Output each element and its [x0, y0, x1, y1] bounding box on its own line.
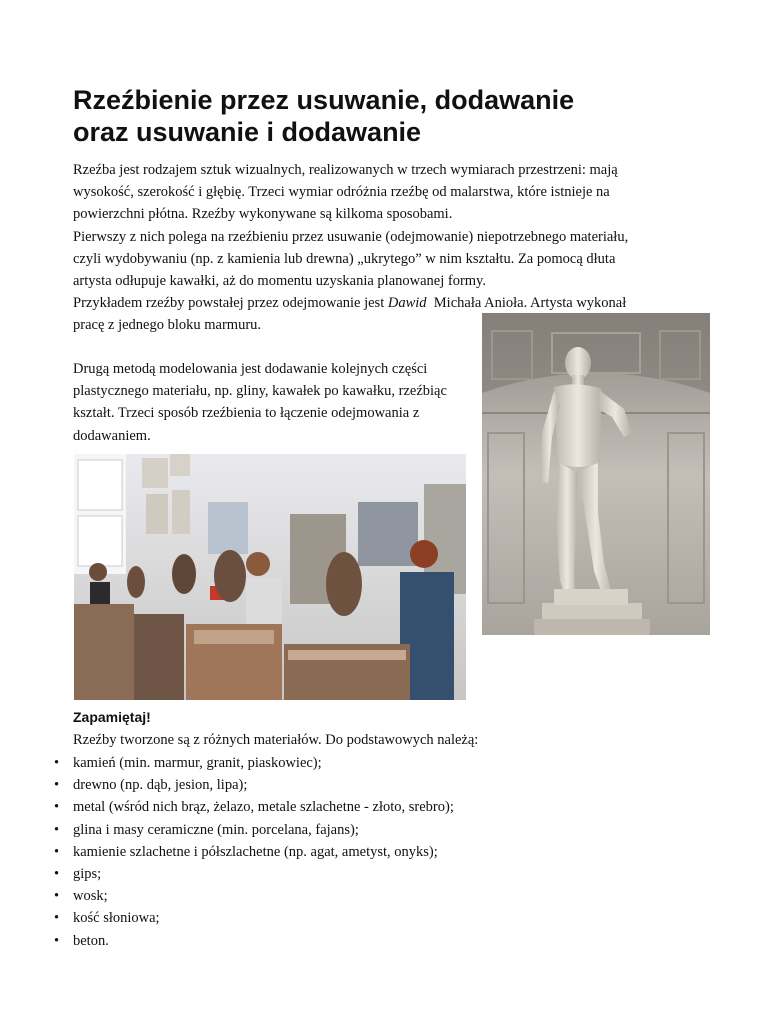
materials-intro-text: Rzeźby tworzone są z różnych materiałów. Do podstawowych należą: — [73, 732, 479, 748]
bullet-icon: • — [54, 910, 60, 927]
bullet-icon: • — [54, 932, 60, 949]
bullet-icon: • — [54, 865, 60, 882]
david-statue-image — [482, 313, 710, 635]
intro-line: powierzchni płótna. Rzeźby wykonywane są kilkoma sposobami. — [73, 206, 453, 223]
second-line: Drugą metodą modelowania jest dodawanie kolejnych części — [73, 361, 428, 377]
list-item-text: kamienie szlachetne i półszlachetne (np. agat, ametyst, onyks); — [73, 843, 438, 860]
bullet-icon: • — [54, 821, 60, 838]
intro-paragraph — [73, 159, 628, 337]
list-item-text: wosk; — [73, 888, 108, 905]
intro-line: czyli wydobywaniu (np. z kamienia lub drewna) „ukrytego” w nim kształtu. Za pomocą dłuta — [73, 250, 616, 267]
title-line-1: Rzeźbienie przez usuwanie, dodawanie — [73, 85, 575, 115]
list-item-text: kość słoniowa; — [73, 910, 160, 927]
intro-line: Rzeźba jest rodzajem sztuk wizualnych, realizowanych w trzech wymiarach przestrzeni: mają — [73, 162, 618, 178]
bullet-icon: • — [54, 843, 60, 860]
list-item-text: beton. — [73, 932, 109, 949]
example-text: Przykładem rzeźby powstałej przez odejmowanie jest — [73, 295, 388, 312]
intro-line: artysta odłupuje kawałki, aż do momentu uzyskania planowanej formy. — [73, 272, 486, 289]
second-line: kształt. Trzeci sposób rzeźbienia to łączenie odejmowania z — [73, 405, 420, 422]
list-item — [0, 885, 454, 907]
materials-intro — [73, 729, 478, 751]
example-line-2: pracę z jednego bloku marmuru. — [73, 317, 262, 334]
bullet-icon: • — [54, 777, 60, 794]
page-title — [73, 84, 713, 148]
list-item-text: glina i masy ceramiczne (min. porcelana, fajans); — [73, 821, 359, 838]
list-item-text: metal (wśród nich brąz, żelazo, metale szlachetne - złoto, srebro); — [73, 799, 454, 816]
dawid-title: Dawid — [387, 295, 427, 312]
example-line — [73, 292, 628, 314]
remember-heading: Zapamiętaj! — [73, 709, 151, 725]
list-item — [0, 863, 454, 885]
second-line: dodawaniem. — [73, 427, 151, 444]
bullet-icon: • — [54, 755, 60, 771]
list-item — [0, 819, 454, 841]
example-text-end: Michała Anioła. Artysta wykonał — [426, 295, 627, 312]
list-item — [0, 774, 454, 796]
list-item-text: drewno (np. dąb, jesion, lipa); — [73, 777, 248, 794]
list-item — [0, 930, 454, 952]
list-item — [0, 796, 454, 818]
list-item — [0, 752, 454, 774]
list-item — [0, 841, 454, 863]
bullet-icon: • — [54, 799, 60, 816]
title-line-2: oraz usuwanie i dodawanie — [73, 117, 422, 147]
bullet-icon: • — [54, 888, 60, 905]
materials-list — [0, 752, 454, 952]
intro-line: Pierwszy z nich polega na rzeźbieniu przez usuwanie (odejmowanie) niepotrzebnego materiału, — [73, 228, 629, 245]
intro-line: wysokość, szerokość i głębię. Trzeci wymiar odróżnia rzeźbę od malarstwa, które istnieje na — [73, 184, 610, 201]
list-item-text: gips; — [73, 865, 102, 882]
second-line: plastycznego materiału, np. gliny, kawałek po kawałku, rzeźbiąc — [73, 383, 447, 400]
sculpture-studio-image — [74, 454, 466, 700]
list-item — [0, 907, 454, 929]
list-item-text: kamień (min. marmur, granit, piaskowiec); — [73, 755, 322, 771]
second-paragraph — [73, 358, 447, 447]
